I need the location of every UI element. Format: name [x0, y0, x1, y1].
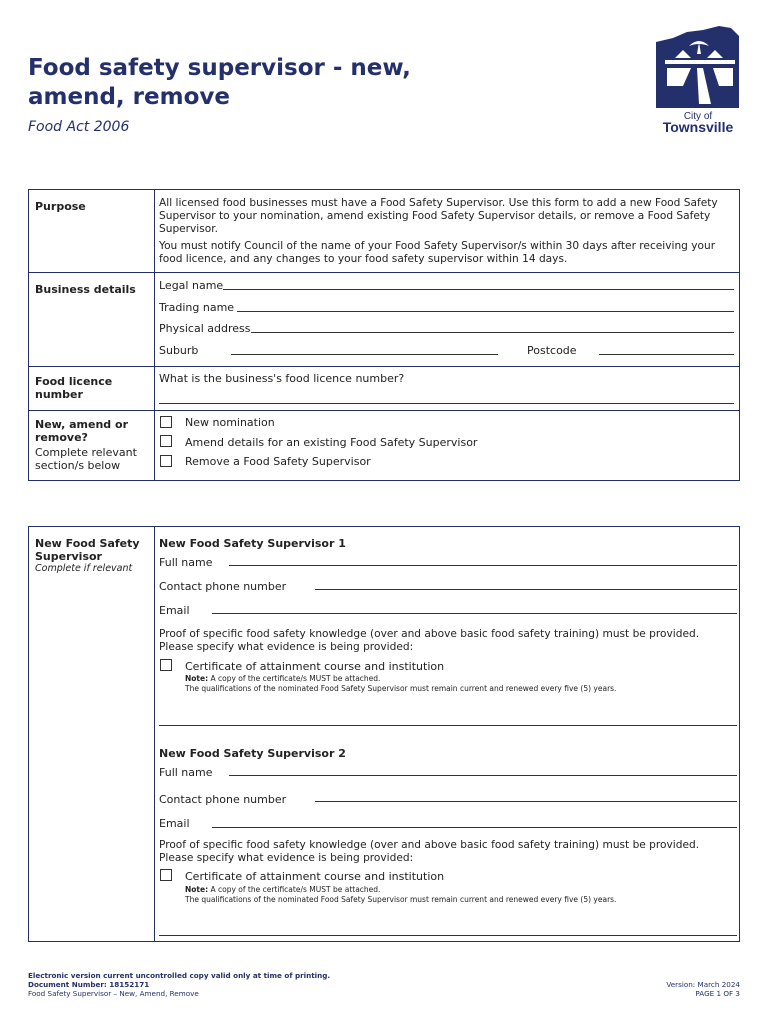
supervisor-2-proof-text: Proof of specific food safety knowledge (over and above basic food safety training) must be provided. Please specify what evidence is being provided: — [159, 839, 700, 864]
supervisor-1-phone-field[interactable] — [315, 589, 737, 590]
purpose-text-2: You must notify Council of the name of your Food Safety Supervisor/s within 30 days after receiving your food licence, and any changes to your food safety supervisor within 14 days. — [159, 240, 716, 265]
purpose-label: Purpose — [35, 200, 86, 213]
supervisor-1-note-text: A copy of the certificate/s MUST be attached. — [208, 674, 381, 683]
legal-name-label: Legal name — [159, 279, 224, 292]
supervisor-2-certificate-label: Certificate of attainment course and institution — [185, 870, 445, 883]
footer-line-1: Electronic version current uncontrolled copy valid only at time of printing. — [28, 971, 331, 980]
purpose-text-1: All licensed food businesses must have a Food Safety Supervisor. Use this form to add a new Food Safety Supervisor to your nomination, amend existing Food Safety Supervisor details, or remove a Food Safety Supervisor. — [159, 197, 718, 235]
supervisor-1-email-field[interactable] — [212, 613, 737, 614]
footer-line-3: Food Safety Supervisor – New, Amend, Remove — [28, 989, 199, 998]
supervisor-1-heading: New Food Safety Supervisor 1 — [159, 537, 346, 550]
business-details-section — [28, 189, 740, 481]
footer-left — [28, 971, 330, 998]
supervisor-1-certificate-checkbox[interactable] — [160, 659, 172, 671]
remove-supervisor-checkbox[interactable] — [160, 455, 172, 467]
supervisor-1-full-name-label: Full name — [159, 556, 213, 569]
trading-name-label: Trading name — [159, 301, 235, 314]
supervisor-2-email-field[interactable] — [212, 827, 737, 828]
page-subtitle: Food Act 2006 — [28, 119, 130, 135]
footer-line-2: Document Number: 18152171 — [28, 980, 150, 989]
new-amend-remove-label: New, amend or remove? — [35, 418, 128, 444]
logo-text-1: City of — [683, 111, 713, 122]
physical-address-field[interactable] — [251, 332, 734, 333]
new-nomination-label: New nomination — [185, 416, 275, 429]
legal-name-field[interactable] — [223, 289, 734, 290]
food-licence-label: Food licence number — [35, 375, 113, 401]
supervisor-2-note — [185, 885, 616, 904]
supervisor-1-evidence-field[interactable] — [159, 725, 737, 726]
supervisor-2-phone-field[interactable] — [315, 801, 737, 802]
supervisor-1-note-bold: Note: — [185, 674, 209, 683]
supervisor-2-heading: New Food Safety Supervisor 2 — [159, 747, 346, 760]
logo-text-2: Townsville — [662, 119, 734, 135]
postcode-label: Postcode — [527, 344, 577, 357]
new-supervisor-sub: Complete if relevant — [35, 563, 133, 574]
business-details-label: Business details — [35, 283, 136, 296]
supervisor-1-certificate-label: Certificate of attainment course and institution — [185, 660, 445, 673]
supervisor-2-certificate-checkbox[interactable] — [160, 869, 172, 881]
supervisor-1-full-name-field[interactable] — [229, 565, 737, 566]
footer-page: PAGE 1 OF 3 — [695, 989, 740, 998]
supervisor-2-full-name-label: Full name — [159, 766, 213, 779]
page-title — [28, 54, 448, 112]
trading-name-field[interactable] — [237, 311, 734, 312]
supervisor-1-note-text-2: The qualifications of the nominated Food Safety Supervisor must remain current and renewed every five (5) years. — [185, 683, 617, 693]
amend-details-checkbox[interactable] — [160, 435, 172, 447]
supervisor-1-email-label: Email — [159, 604, 190, 617]
remove-supervisor-label: Remove a Food Safety Supervisor — [185, 455, 371, 468]
postcode-field[interactable] — [599, 354, 734, 355]
licence-question: What is the business's food licence number? — [159, 372, 405, 385]
supervisor-2-phone-label: Contact phone number — [159, 793, 287, 806]
city-of-townsville-logo — [653, 24, 743, 136]
new-supervisor-label: New Food Safety Supervisor — [35, 537, 140, 563]
supervisor-1-phone-label: Contact phone number — [159, 580, 287, 593]
supervisor-2-note-text: A copy of the certificate/s MUST be attached. — [208, 885, 381, 894]
amend-details-label: Amend details for an existing Food Safety Supervisor — [185, 436, 478, 449]
new-amend-remove-sub: Complete relevant section/s below — [35, 446, 137, 472]
footer-version: Version: March 2024 — [666, 980, 740, 989]
supervisor-1-proof-text: Proof of specific food safety knowledge (over and above basic food safety training) must be provided. Please specify what evidence is being provided: — [159, 628, 700, 653]
new-nomination-checkbox[interactable] — [160, 416, 172, 428]
title-line-1: Food safety supervisor - new, — [28, 55, 411, 81]
footer-right — [666, 980, 740, 998]
supervisor-2-evidence-field[interactable] — [159, 935, 737, 936]
supervisor-1-note — [185, 674, 616, 693]
suburb-field[interactable] — [231, 354, 498, 355]
suburb-label: Suburb — [159, 344, 199, 357]
new-supervisor-section — [28, 526, 740, 942]
licence-number-field[interactable] — [159, 403, 734, 404]
physical-address-label: Physical address — [159, 322, 251, 335]
supervisor-2-full-name-field[interactable] — [229, 775, 737, 776]
supervisor-2-email-label: Email — [159, 817, 190, 830]
supervisor-2-note-bold: Note: — [185, 885, 209, 894]
supervisor-2-note-text-2: The qualifications of the nominated Food Safety Supervisor must remain current and renewed every five (5) years. — [185, 894, 617, 904]
title-line-2: amend, remove — [28, 84, 230, 110]
